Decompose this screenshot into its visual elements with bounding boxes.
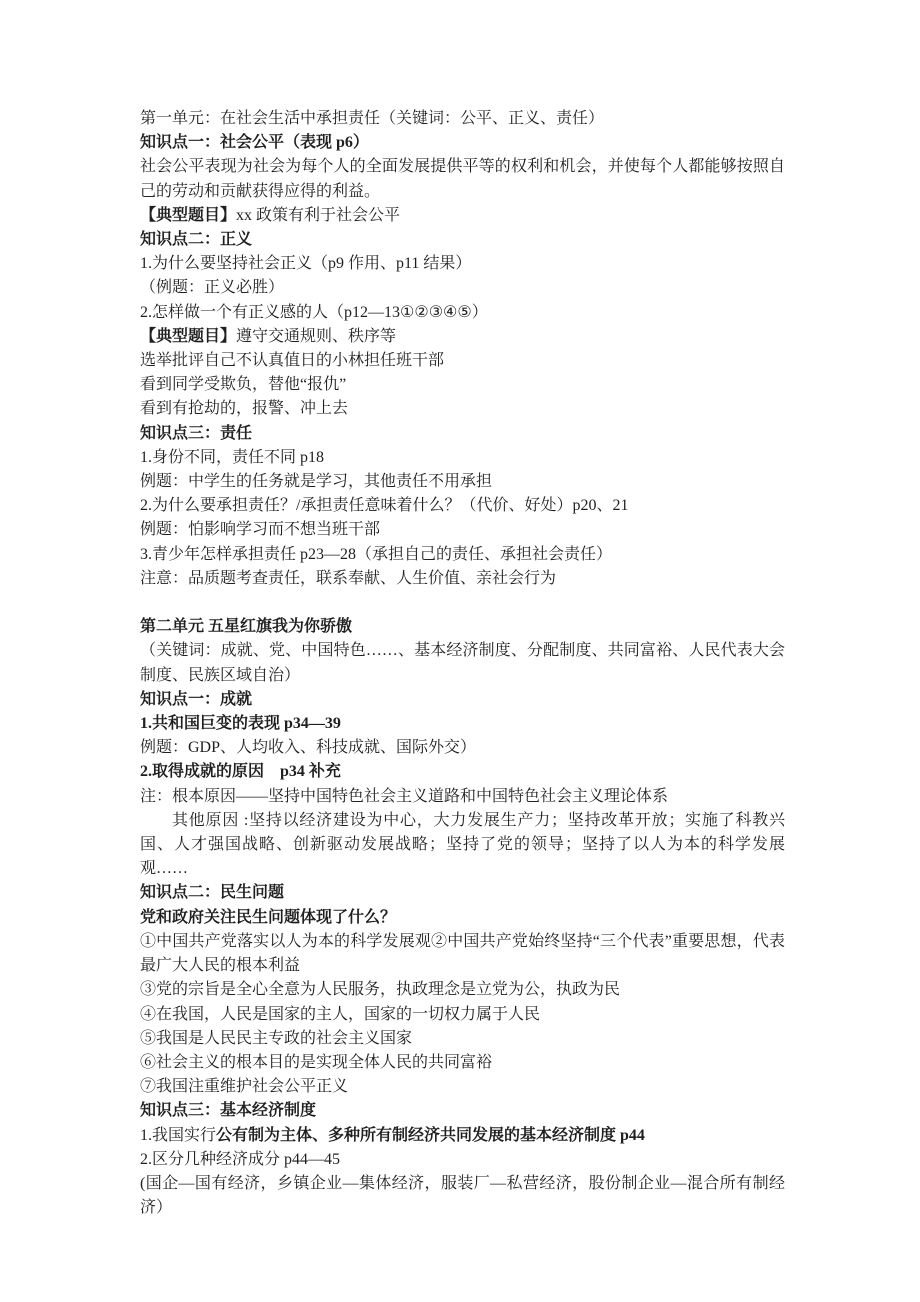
paragraph (140, 349, 785, 373)
text-segment: （例题：正义必胜） (140, 279, 285, 297)
text-segment: 知识点二：正义 (140, 231, 253, 249)
paragraph (140, 325, 785, 349)
text-segment: 知识点一：社会公平（表现 p6） (140, 134, 369, 152)
text-segment: 看到有抢劫的，报警、冲上去 (140, 400, 349, 418)
text-segment: 选举批评自己不认真值日的小林担任班干部 (140, 352, 445, 370)
text-segment: ④在我国，人民是国家的主人，国家的一切权力属于人民 (140, 1005, 541, 1023)
paragraph (140, 422, 785, 446)
paragraph (140, 301, 785, 325)
text-segment: ①中国共产党落实以人为本的科学发展观②中国共产党始终坚持“三个代表”重要思想，代表最广大人民的根本利益 (140, 932, 785, 975)
paragraph (140, 107, 785, 131)
paragraph (140, 785, 785, 809)
text-segment: 2.怎样做一个有正义感的人（p12—13①②③④⑤） (140, 303, 488, 321)
text-segment: 注意：品质题考查责任，联系奉献、人生价值、亲社会行为 (140, 569, 557, 587)
paragraph (140, 470, 785, 494)
paragraph (140, 276, 785, 300)
text-segment: 知识点三：责任 (140, 424, 253, 442)
paragraph (140, 494, 785, 518)
paragraph (140, 1003, 785, 1027)
paragraph (140, 906, 785, 930)
paragraph (140, 736, 785, 760)
paragraph (140, 543, 785, 567)
text-segment: ⑤我国是人民民主专政的社会主义国家 (140, 1029, 413, 1047)
text-segment: 知识点一：成就 (140, 690, 253, 708)
paragraph (140, 809, 785, 882)
text-segment: 第一单元：在社会生活中承担责任（关键词：公平、正义、责任） (140, 110, 605, 127)
text-segment: 2.区分几种经济成分 p44—45 (140, 1150, 341, 1168)
text-segment: ⑥社会主义的根本目的是实现全体人民的共同富裕 (140, 1053, 493, 1071)
text-segment: 【典型题目】 (140, 327, 237, 345)
paragraph (140, 639, 785, 687)
text-segment: 知识点三：基本经济制度 (140, 1102, 317, 1120)
text-segment: 3.青少年怎样承担责任 p23—28（承担自己的责任、承担社会责任） (140, 545, 613, 563)
paragraph (140, 1027, 785, 1051)
paragraph (140, 688, 785, 712)
paragraph (140, 881, 785, 905)
text-segment: 公有制为主体、多种所有制经济共同发展的基本经济制度 p44 (216, 1126, 645, 1144)
text-segment: xx 政策有利于社会公平 (236, 206, 401, 224)
text-segment: 第二单元 五星红旗我为你骄傲 (140, 618, 353, 636)
text-segment: 【典型题目】 (140, 206, 237, 224)
paragraph (140, 712, 785, 736)
paragraph (140, 1172, 785, 1220)
text-segment: ③党的宗旨是全心全意为人民服务，执政理念是立党为公，执政为民 (140, 981, 621, 999)
paragraph (140, 228, 785, 252)
text-segment: 1.共和国巨变的表现 p34—39 (140, 715, 341, 733)
paragraph (140, 760, 785, 784)
paragraph (140, 373, 785, 397)
text-segment: 例题：中学生的任务就是学习，其他责任不用承担 (140, 473, 493, 491)
text-segment: 2.为什么要承担责任？/承担责任意味着什么？（代价、好处）p20、21 (140, 497, 629, 515)
paragraph (140, 567, 785, 591)
paragraph (140, 131, 785, 155)
paragraph (140, 518, 785, 542)
paragraph (140, 1051, 785, 1075)
document-body (140, 107, 785, 1220)
text-segment: 看到同学受欺负，替他“报仇” (140, 376, 347, 394)
paragraph (140, 397, 785, 421)
text-segment: 1.我国实行 (140, 1126, 217, 1144)
text-segment: 注：根本原因——坚持中国特色社会主义道路和中国特色社会主义理论体系 (140, 787, 669, 805)
paragraph (140, 1099, 785, 1123)
text-segment: ⑦我国注重维护社会公平正义 (140, 1078, 349, 1096)
text-segment: 遵守交通规则、秩序等 (236, 327, 397, 345)
text-segment: 知识点二：民生问题 (140, 884, 285, 902)
paragraph (140, 1148, 785, 1172)
paragraph (140, 155, 785, 203)
paragraph (140, 978, 785, 1002)
text-segment: 2.取得成就的原因 p34 补充 (140, 763, 341, 781)
text-segment: 1.为什么要坚持社会正义（p9 作用、p11 结果） (140, 255, 472, 273)
paragraph (140, 615, 785, 639)
paragraph (140, 930, 785, 978)
paragraph (140, 204, 785, 228)
text-segment: (国企—国有经济，乡镇企业—集体经济，服装厂—私营经济，股份制企业—混合所有制经济） (140, 1174, 785, 1217)
text-segment: 例题：GDP、人均收入、科技成就、国际外交） (140, 739, 477, 757)
paragraph (140, 1124, 785, 1148)
text-segment: 社会公平表现为社会为每个人的全面发展提供平等的权利和机会，并使每个人都能够按照自己的劳动和贡献获得应得的利益。 (140, 158, 785, 200)
text-segment: 其他原因 :坚持以经济建设为中心，大力发展生产力；坚持改革开放；实施了科教兴国、人才强国战略、创新驱动发展战略；坚持了党的领导；坚持了以人为本的科学发展观…… (140, 811, 785, 878)
text-segment: 例题：怕影响学习而不想当班干部 (140, 521, 381, 539)
paragraph (140, 1075, 785, 1099)
text-segment: 党和政府关注民生问题体现了什么？ (140, 908, 397, 926)
text-segment: （关键词：成就、党、中国特色……、基本经济制度、分配制度、共同富裕、人民代表大会制度、民族区域自治） (140, 642, 785, 684)
paragraph (140, 446, 785, 470)
paragraph (140, 252, 785, 276)
blank-line (140, 591, 785, 615)
text-segment: 1.身份不同，责任不同 p18 (140, 448, 325, 466)
